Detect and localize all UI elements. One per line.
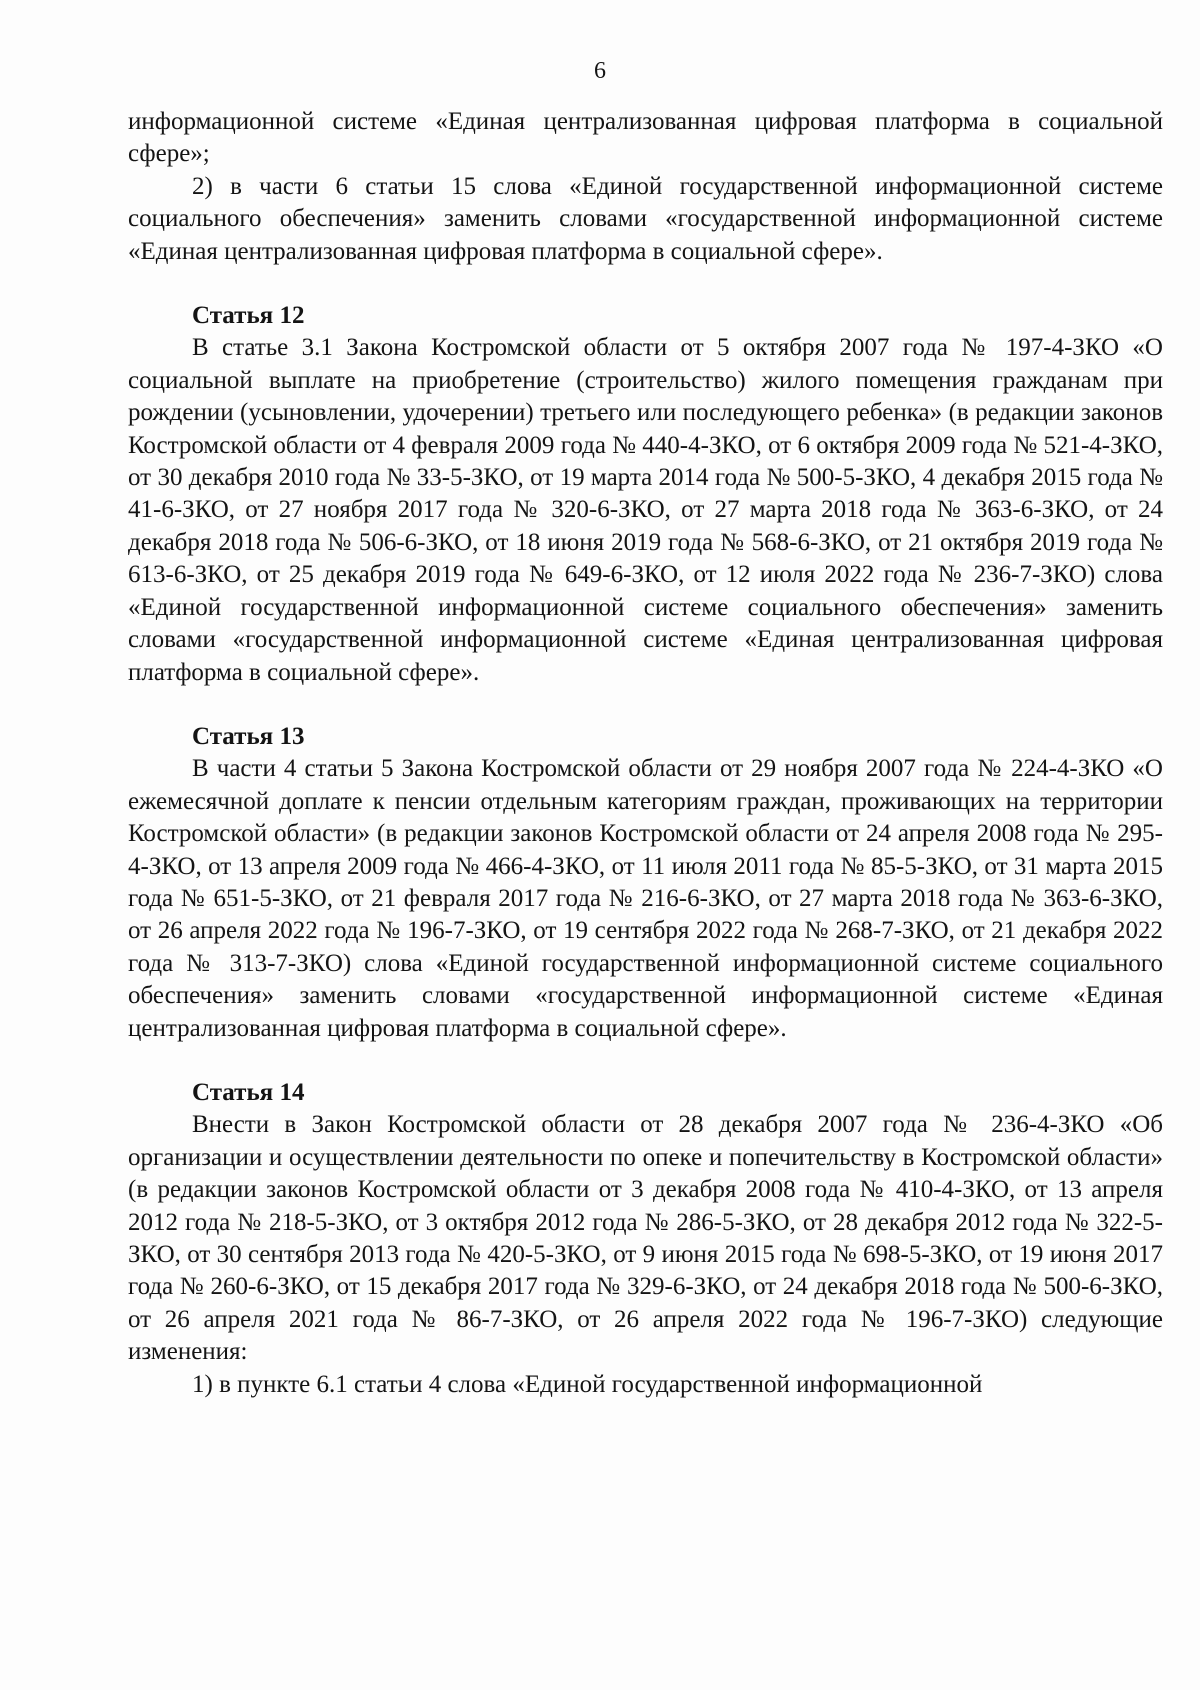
article-paragraph: Внести в Закон Костромской области от 28 декабря 2007 года № 236-4-ЗКО «Об организации и осуществлении деятельности по опеке и попечительству в Костромской области» (в редакции законов Костромской области от 3 декабря 2008 года № 410-4-ЗКО, от 13 апреля 2012 года № 218-5-ЗКО, от 3 октября 2012 года № 286-5-ЗКО, от 28 декабря 2012 года № 322-5-ЗКО, от 30 сентября 2013 года № 420-5-ЗКО, от 9 июня 2015 года № 698-5-ЗКО, от 19 июня 2017 года № 260-6-ЗКО, от 15 декабря 2017 года № 329-6-ЗКО, от 24 декабря 2018 года № 500-6-ЗКО, от 26 апреля 2021 года № 86-7-ЗКО, от 26 апреля 2022 года № 196-7-ЗКО) следующие изменения: [128, 1111, 1163, 1366]
article-paragraph: В части 4 статьи 5 Закона Костромской области от 29 ноября 2007 года № 224-4-ЗКО «О ежемесячной доплате к пенсии отдельным категориям граждан, проживающих на территории Костромской области» (в редакции законов Костромской области от 24 апреля 2008 года № 295-4-ЗКО, от 13 апреля 2009 года № 466-4-ЗКО, от 11 июля 2011 года № 85-5-ЗКО, от 31 марта 2015 года № 651-5-ЗКО, от 21 февраля 2017 года № 216-6-ЗКО, от 27 марта 2018 года № 363-6-ЗКО, от 26 апреля 2022 года № 196-7-ЗКО, от 19 сентября 2022 года № 268-7-ЗКО, от 21 декабря 2022 года № 313-7-ЗКО) слова «Единой государственной информационной системе социального обеспечения» заменить словами «государственной информационной системе «Единая централизованная цифровая платформа в социальной сфере». [128, 755, 1163, 1042]
document-body [128, 106, 1163, 1401]
article-paragraph: В статье 3.1 Закона Костромской области от 5 октября 2007 года № 197-4-ЗКО «О социальной выплате на приобретение (строительство) жилого помещения гражданам при рождении (усыновлении, удочерении) третьего или последующего ребенка» (в редакции законов Костромской области от 4 февраля 2009 года № 440-4-ЗКО, от 6 октября 2009 года № 521-4-ЗКО, от 30 декабря 2010 года № 33-5-ЗКО, от 19 марта 2014 года № 500-5-ЗКО, 4 декабря 2015 года № 41-6-ЗКО, от 27 ноября 2017 года № 320-6-ЗКО, от 27 марта 2018 года № 363-6-ЗКО, от 24 декабря 2018 года № 506-6-ЗКО, от 18 июня 2019 года № 568-6-ЗКО, от 21 октября 2019 года № 613-6-ЗКО, от 25 декабря 2019 года № 649-6-ЗКО, от 12 июля 2022 года № 236-7-ЗКО) слова «Единой государственной информационной системе социального обеспечения» заменить словами «государственной информационной системе «Единая централизованная цифровая платформа в социальной сфере». [128, 334, 1163, 686]
intro-paragraph-continuation: информационной системе «Единая централизованная цифровая платформа в социальной сфере»; [128, 108, 1163, 168]
article-12 [128, 300, 1163, 689]
article-title: Статья 12 [192, 302, 305, 330]
article-title: Статья 13 [192, 722, 305, 750]
article-paragraph: 1) в пункте 6.1 статьи 4 слова «Единой государственной информационной [192, 1370, 983, 1398]
article-13 [128, 721, 1163, 1045]
page-number: 6 [594, 58, 606, 84]
intro-paragraph-item-2: 2) в части 6 статьи 15 слова «Единой государственной информационной системе социального обеспечения» заменить словами «государственной информационной системе «Единая централизованная цифровая платформа в социальной сфере». [128, 172, 1163, 265]
article-14 [128, 1077, 1163, 1401]
article-title: Статья 14 [192, 1078, 305, 1106]
